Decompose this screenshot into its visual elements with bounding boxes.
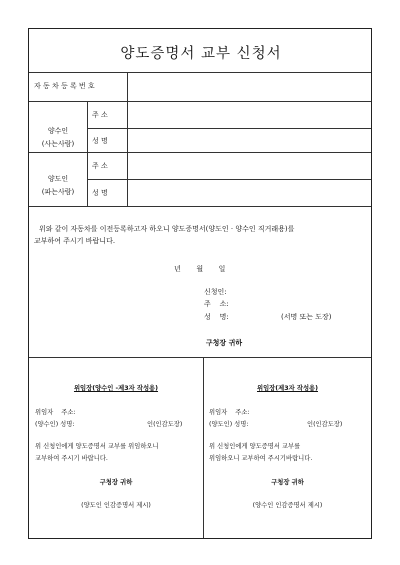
- transferee-address-field[interactable]: [129, 103, 369, 126]
- transferor-name-field[interactable]: [129, 181, 369, 204]
- right-box-body-line2: 위임하오니 교부하여 주시기바랍니다.: [209, 455, 313, 462]
- divider: [29, 206, 371, 207]
- left-box-body-line2: 교부하여 주시기 바랍니다.: [35, 455, 108, 462]
- divider: [87, 101, 88, 206]
- right-box-name-line: (양도인) 성명:: [209, 421, 249, 428]
- left-box-heading: 위임장(양수인 -제3자 작성용): [73, 385, 159, 392]
- request-text-line1: 위와 같이 자동차를 이전등록하고자 하오니 양도증명서(양도인 · 양수인 직거래용)를: [39, 225, 295, 233]
- transferor-label: [29, 174, 87, 197]
- right-box-footer: (양수인 인감증명서 제시): [252, 502, 323, 509]
- applicant-address-label: 주 소:: [204, 300, 229, 308]
- divider: [127, 101, 128, 206]
- left-box-body-line1: 위 신청인에게 양도증명서 교부를 위임하오니: [35, 443, 159, 450]
- transferee-label-line2: (사는사람): [41, 140, 75, 148]
- divider: [29, 152, 371, 153]
- transferor-address-field[interactable]: [129, 154, 369, 177]
- vehicle-reg-label: 자 동 차 등 록 번 호: [34, 82, 95, 90]
- transferee-name-field[interactable]: [129, 130, 369, 150]
- divider: [29, 101, 371, 102]
- form-title: 양도증명서 교부 신청서: [120, 46, 282, 62]
- left-box-seal-note: 인(인감도장): [147, 421, 183, 428]
- vehicle-reg-field[interactable]: [129, 74, 369, 99]
- request-text-line2: 교부하여 주시기 바랍니다.: [34, 237, 116, 245]
- right-box-addressee: 구청장 귀하: [271, 479, 304, 486]
- request-addressee: 구청장 귀하: [205, 339, 243, 347]
- transferor-label-line1: 양도인: [47, 175, 69, 183]
- signature-note: (서명 또는 도장): [281, 313, 332, 321]
- transferor-name-label: 성 명: [92, 189, 108, 197]
- transferee-label: [29, 126, 87, 149]
- transferee-address-label: 주 소: [92, 111, 108, 119]
- transferee-name-label: 성 명: [92, 137, 108, 145]
- transferor-address-label: 주 소: [92, 162, 108, 170]
- request-date: 년 월 일: [174, 265, 226, 273]
- left-box-footer: (양도인 인감증명서 제시): [81, 502, 151, 509]
- divider: [87, 179, 371, 180]
- divider: [127, 72, 128, 101]
- applicant-label: 신청인:: [204, 288, 227, 296]
- left-box-addressee: 구청장 귀하: [99, 479, 133, 486]
- applicant-name-label: 성 명:: [204, 313, 229, 321]
- left-box-name-line: (양수인) 성명:: [35, 421, 75, 428]
- left-box-delegate-line: 위임자 주소:: [35, 409, 76, 416]
- application-form: [28, 28, 372, 539]
- right-box-delegate-line: 위임자 주소:: [209, 409, 250, 416]
- right-box-body-line1: 위 신청인에게 양도증명서 교부를: [209, 443, 301, 450]
- transferor-label-line2: (파는사람): [41, 188, 75, 196]
- divider: [29, 72, 371, 73]
- right-box-heading: 위임장(제3자 작성용): [257, 385, 318, 392]
- transferee-label-line1: 양수인: [47, 127, 69, 135]
- divider: [87, 128, 371, 129]
- right-box-seal-note: 인(인감도장): [307, 421, 343, 428]
- divider: [29, 357, 371, 358]
